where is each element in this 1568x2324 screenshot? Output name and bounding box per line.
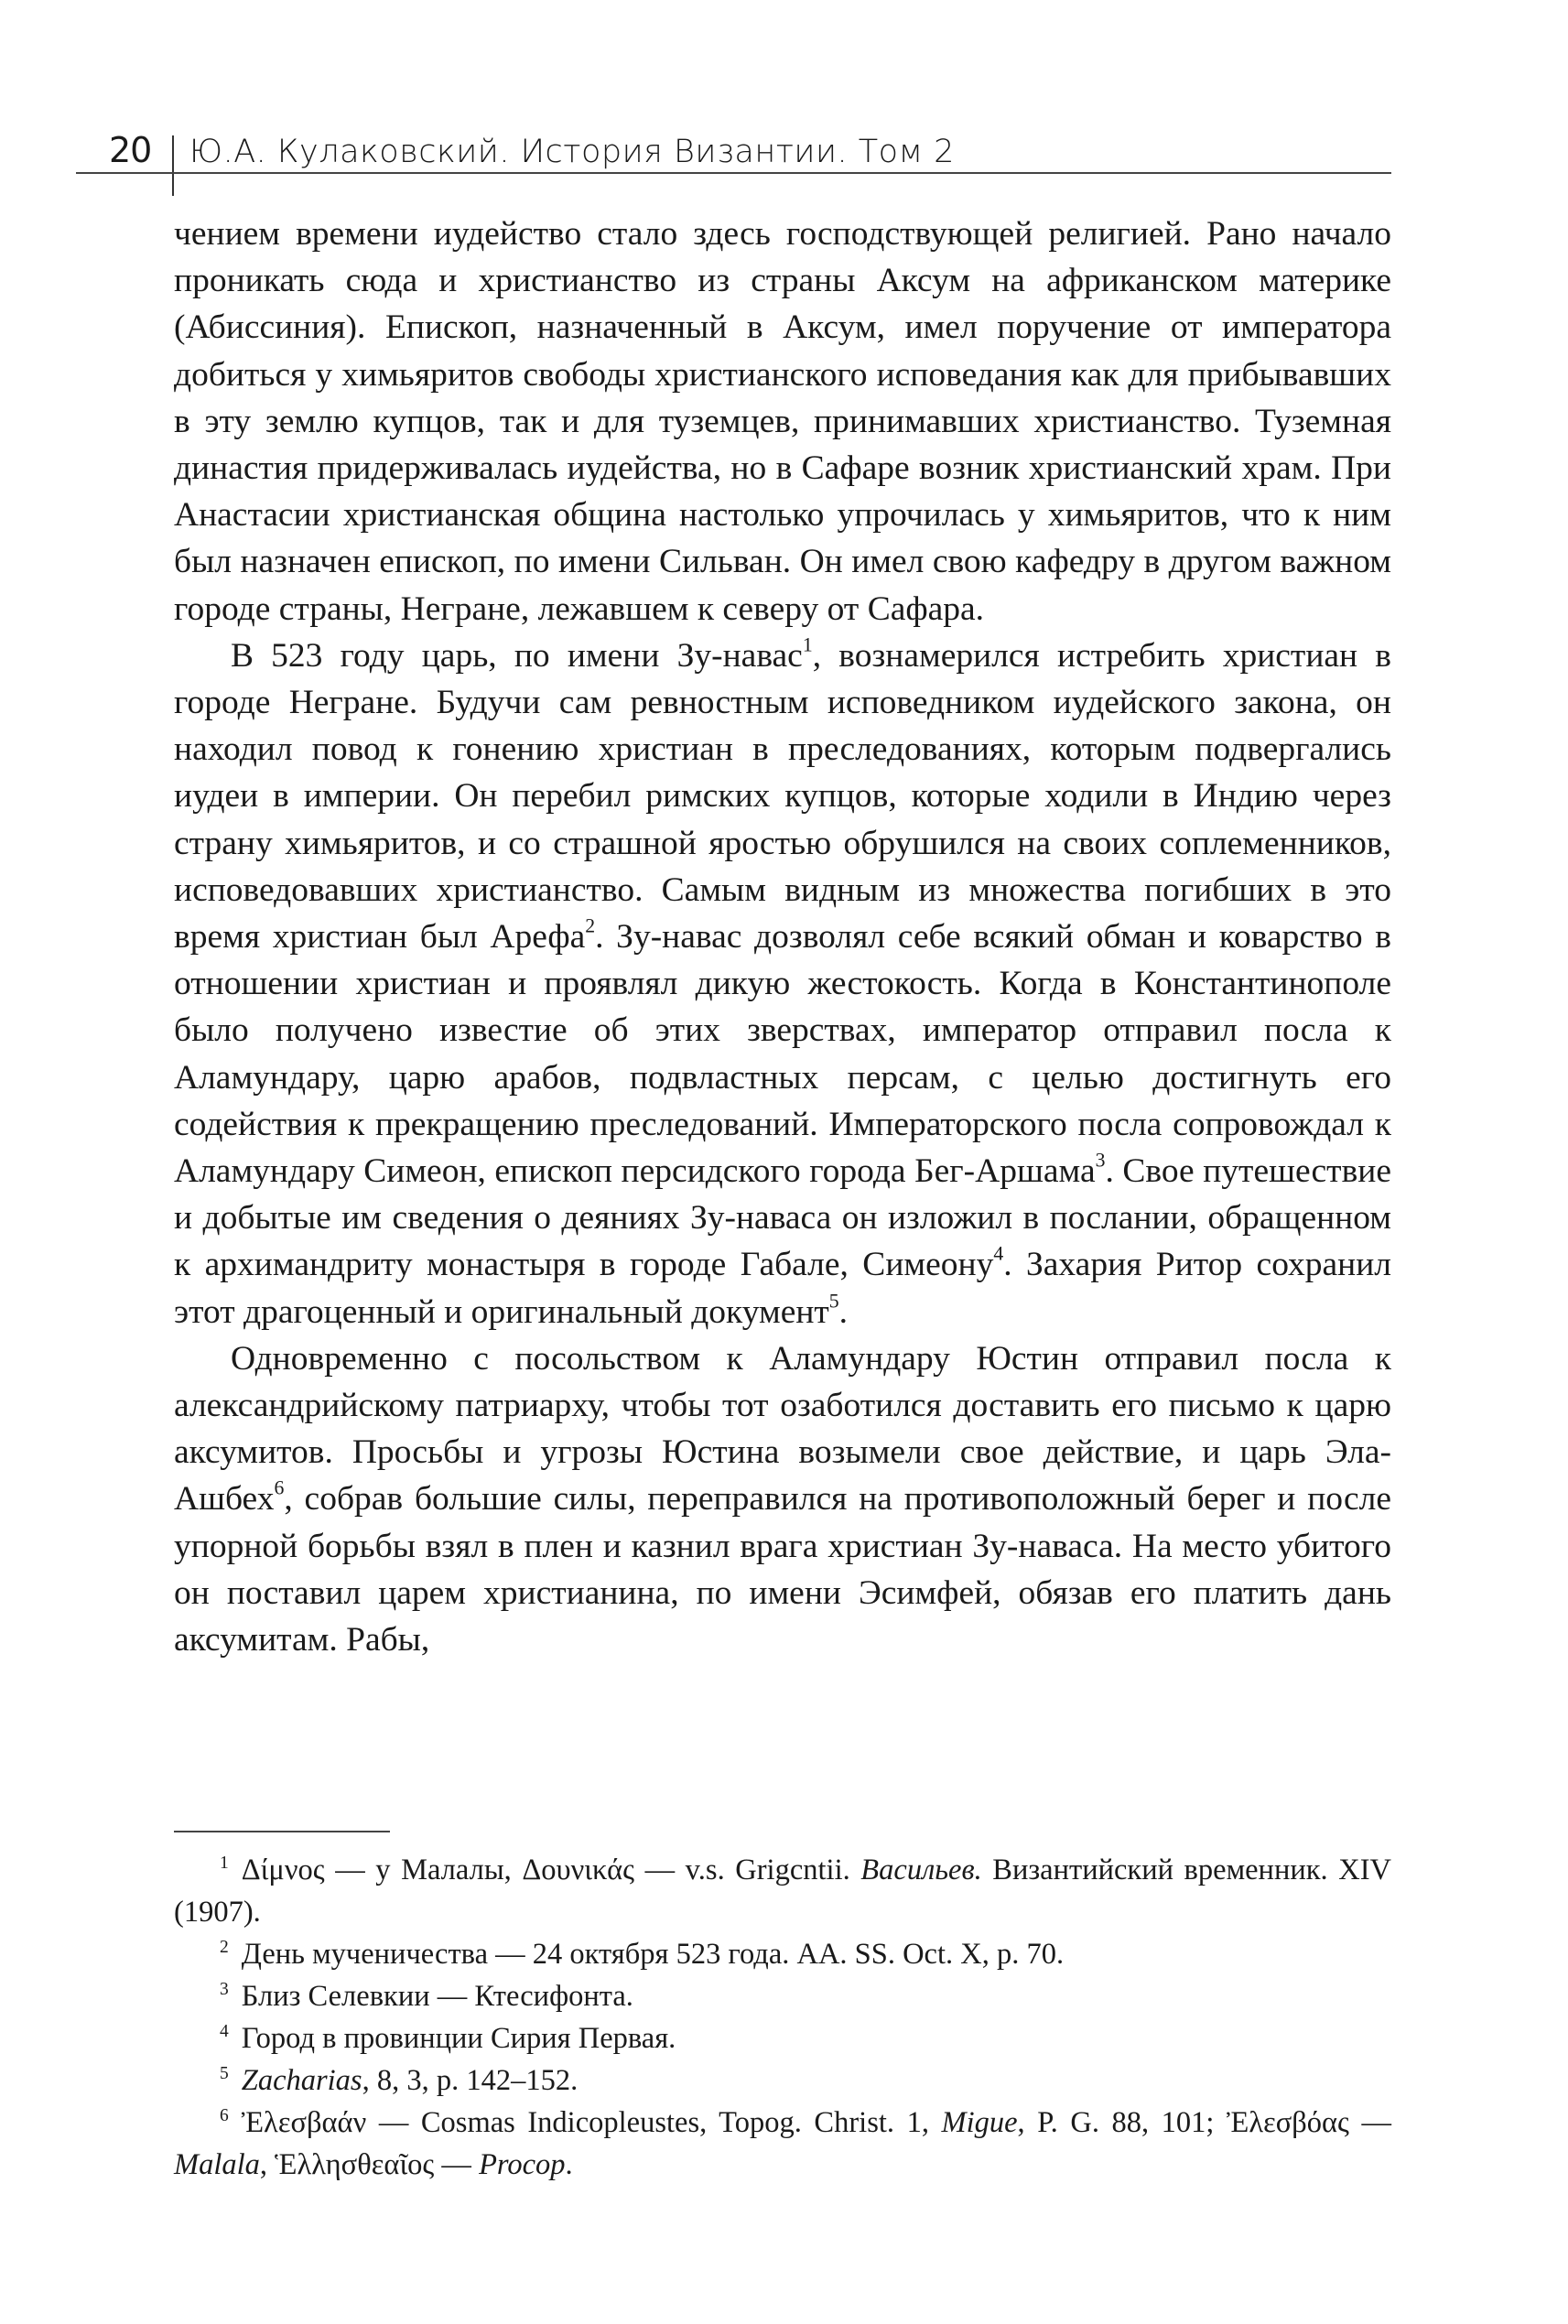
footnote-text: Близ Селевкии — Ктесифонта. (241, 1980, 633, 2013)
footnote-text: Δίμνος — у Малалы, Δουνικάς — v.s. Grigcntii. (241, 1854, 861, 1886)
footnote-mark: 2 (220, 1938, 229, 1958)
main-text (174, 211, 1391, 1663)
running-title: Ю.А. Кулаковский. История Византии. Том 2 (189, 134, 955, 170)
text-run: . Свое путешествие и добытые им сведения о деяниях Зу-наваса он изложил в послании, обращенном к архимандриту монастыря в городе Габале, Симеону (174, 1152, 1391, 1284)
text-run: Одновременно с посольством к Аламундару Юстин отправил посла к александрийскому патриарху, чтобы тот озаботился доставить его письмо к царю аксумитов. Просьбы и угрозы Юстина возымели свое действие, и царь Эла-Ашбех (174, 1339, 1391, 1519)
footnote-ref-2: 2 (585, 914, 596, 937)
footnote-2 (174, 1933, 1391, 1975)
footnote-4 (174, 2017, 1391, 2059)
footnote-text: День мученичества — 24 октября 523 года. AA. SS. Oct. X, p. 70. (241, 1938, 1065, 1971)
header-rule (76, 172, 1391, 174)
footnote-text: , Ἑλλησθεαῖος — (259, 2148, 480, 2181)
footnote-mark: 6 (220, 2106, 229, 2126)
footnote-ref-5: 5 (828, 1290, 839, 1313)
footnote-ref-6: 6 (274, 1477, 285, 1500)
footnote-ref-3: 3 (1095, 1149, 1106, 1172)
text-run: , собрав большие силы, переправился на противоположный берег и после упорной борьбы взял в плен и казнил врага христиан Зу-наваса. На место убитого он поставил царем христианина, по имени Эсимфей, обязав его платить дань аксумитам. Рабы, (174, 1480, 1391, 1659)
footnote-text: . (565, 2148, 573, 2181)
footnote-italic: Procop (479, 2148, 566, 2181)
footnote-mark: 4 (220, 2022, 229, 2042)
text-run: . (838, 1292, 849, 1331)
footnote-mark: 3 (220, 1980, 229, 2000)
footnote-text: , P. G. 88, 101; Ἐλεσβόας — (1017, 2106, 1391, 2139)
header-separator (172, 135, 174, 196)
footnote-italic: Migue (941, 2106, 1018, 2139)
paragraph-2 (174, 632, 1391, 1335)
footnote-ref-4: 4 (993, 1243, 1004, 1266)
footnote-ref-1: 1 (802, 633, 813, 656)
footnote-italic: Zacharias (241, 2064, 362, 2097)
footnotes (174, 1849, 1391, 2186)
footnote-italic: Васильев. (860, 1854, 982, 1886)
text-run: . Захария Ритор сохранил этот драгоценный и оригинальный документ (174, 1246, 1391, 1331)
paragraph-1: чением времени иудейство стало здесь господствующей религией. Рано начало проникать сюда и христианство из страны Аксум на африканском материке (Абиссиния). Епископ, назначенный в Аксум, имел поручение от императора добиться у химьяритов свободы христианского исповедания как для прибывавших в эту землю купцов, так и для туземцев, принимавших христианство. Туземная династия придерживалась иудейства, но в Сафаре возник христианский храм. При Анастасии христианская община настолько упрочилась у химьяритов, что к ним был назначен епископ, по имени Сильван. Он имел свою кафедру в другом важном городе страны, Негране, лежавшем к северу от Сафара. (174, 215, 1391, 628)
footnote-text: Византийский временник. XIV (1907). (174, 1854, 1391, 1929)
footnote-text: , 8, 3, p. 142–152. (362, 2064, 579, 2097)
footnote-text: Город в провинции Сирия Первая. (241, 2022, 676, 2055)
footnote-6 (174, 2102, 1391, 2186)
footnote-3 (174, 1975, 1391, 2017)
text-run: . Зу-навас дозволял себе всякий обман и коварство в отношении христиан и проявлял дикую жестокость. Когда в Константинополе было получено известие об этих зверствах, император отправил посла к Аламундару, царю арабов, подвластных персам, с целью достигнуть его содействия к прекращению преследований. Императорского посла сопровождал к Аламундару Симеон, епископ персидского города Бег-Аршама (174, 918, 1391, 1191)
footnote-italic: Malala (174, 2148, 260, 2181)
footnote-rule (174, 1831, 390, 1832)
paragraph-3 (174, 1335, 1391, 1663)
text-run: В 523 году царь, по имени Зу-навас (231, 636, 803, 675)
footnote-text: Ἐλεσβαάν — Cosmas Indicopleustes, Topog. Christ. 1, (241, 2106, 942, 2139)
running-header (76, 128, 1391, 172)
footnote-mark: 1 (220, 1854, 229, 1874)
page-number: 20 (109, 130, 152, 170)
footnote-5 (174, 2059, 1391, 2102)
footnote-mark: 5 (220, 2064, 229, 2084)
text-run: , вознамерился истребить христиан в городе Негране. Будучи сам ревностным исповедником иудейского закона, он находил повод к гонению христиан в преследованиях, которым подвергались иудеи в империи. Он перебил римских купцов, которые ходили в Индию через страну химьяритов, и со страшной яростью обрушился на своих соплеменников, исповедовавших христианство. Самым видным из множества погибших в это время христиан был Арефа (174, 636, 1391, 957)
footnote-1 (174, 1849, 1391, 1933)
